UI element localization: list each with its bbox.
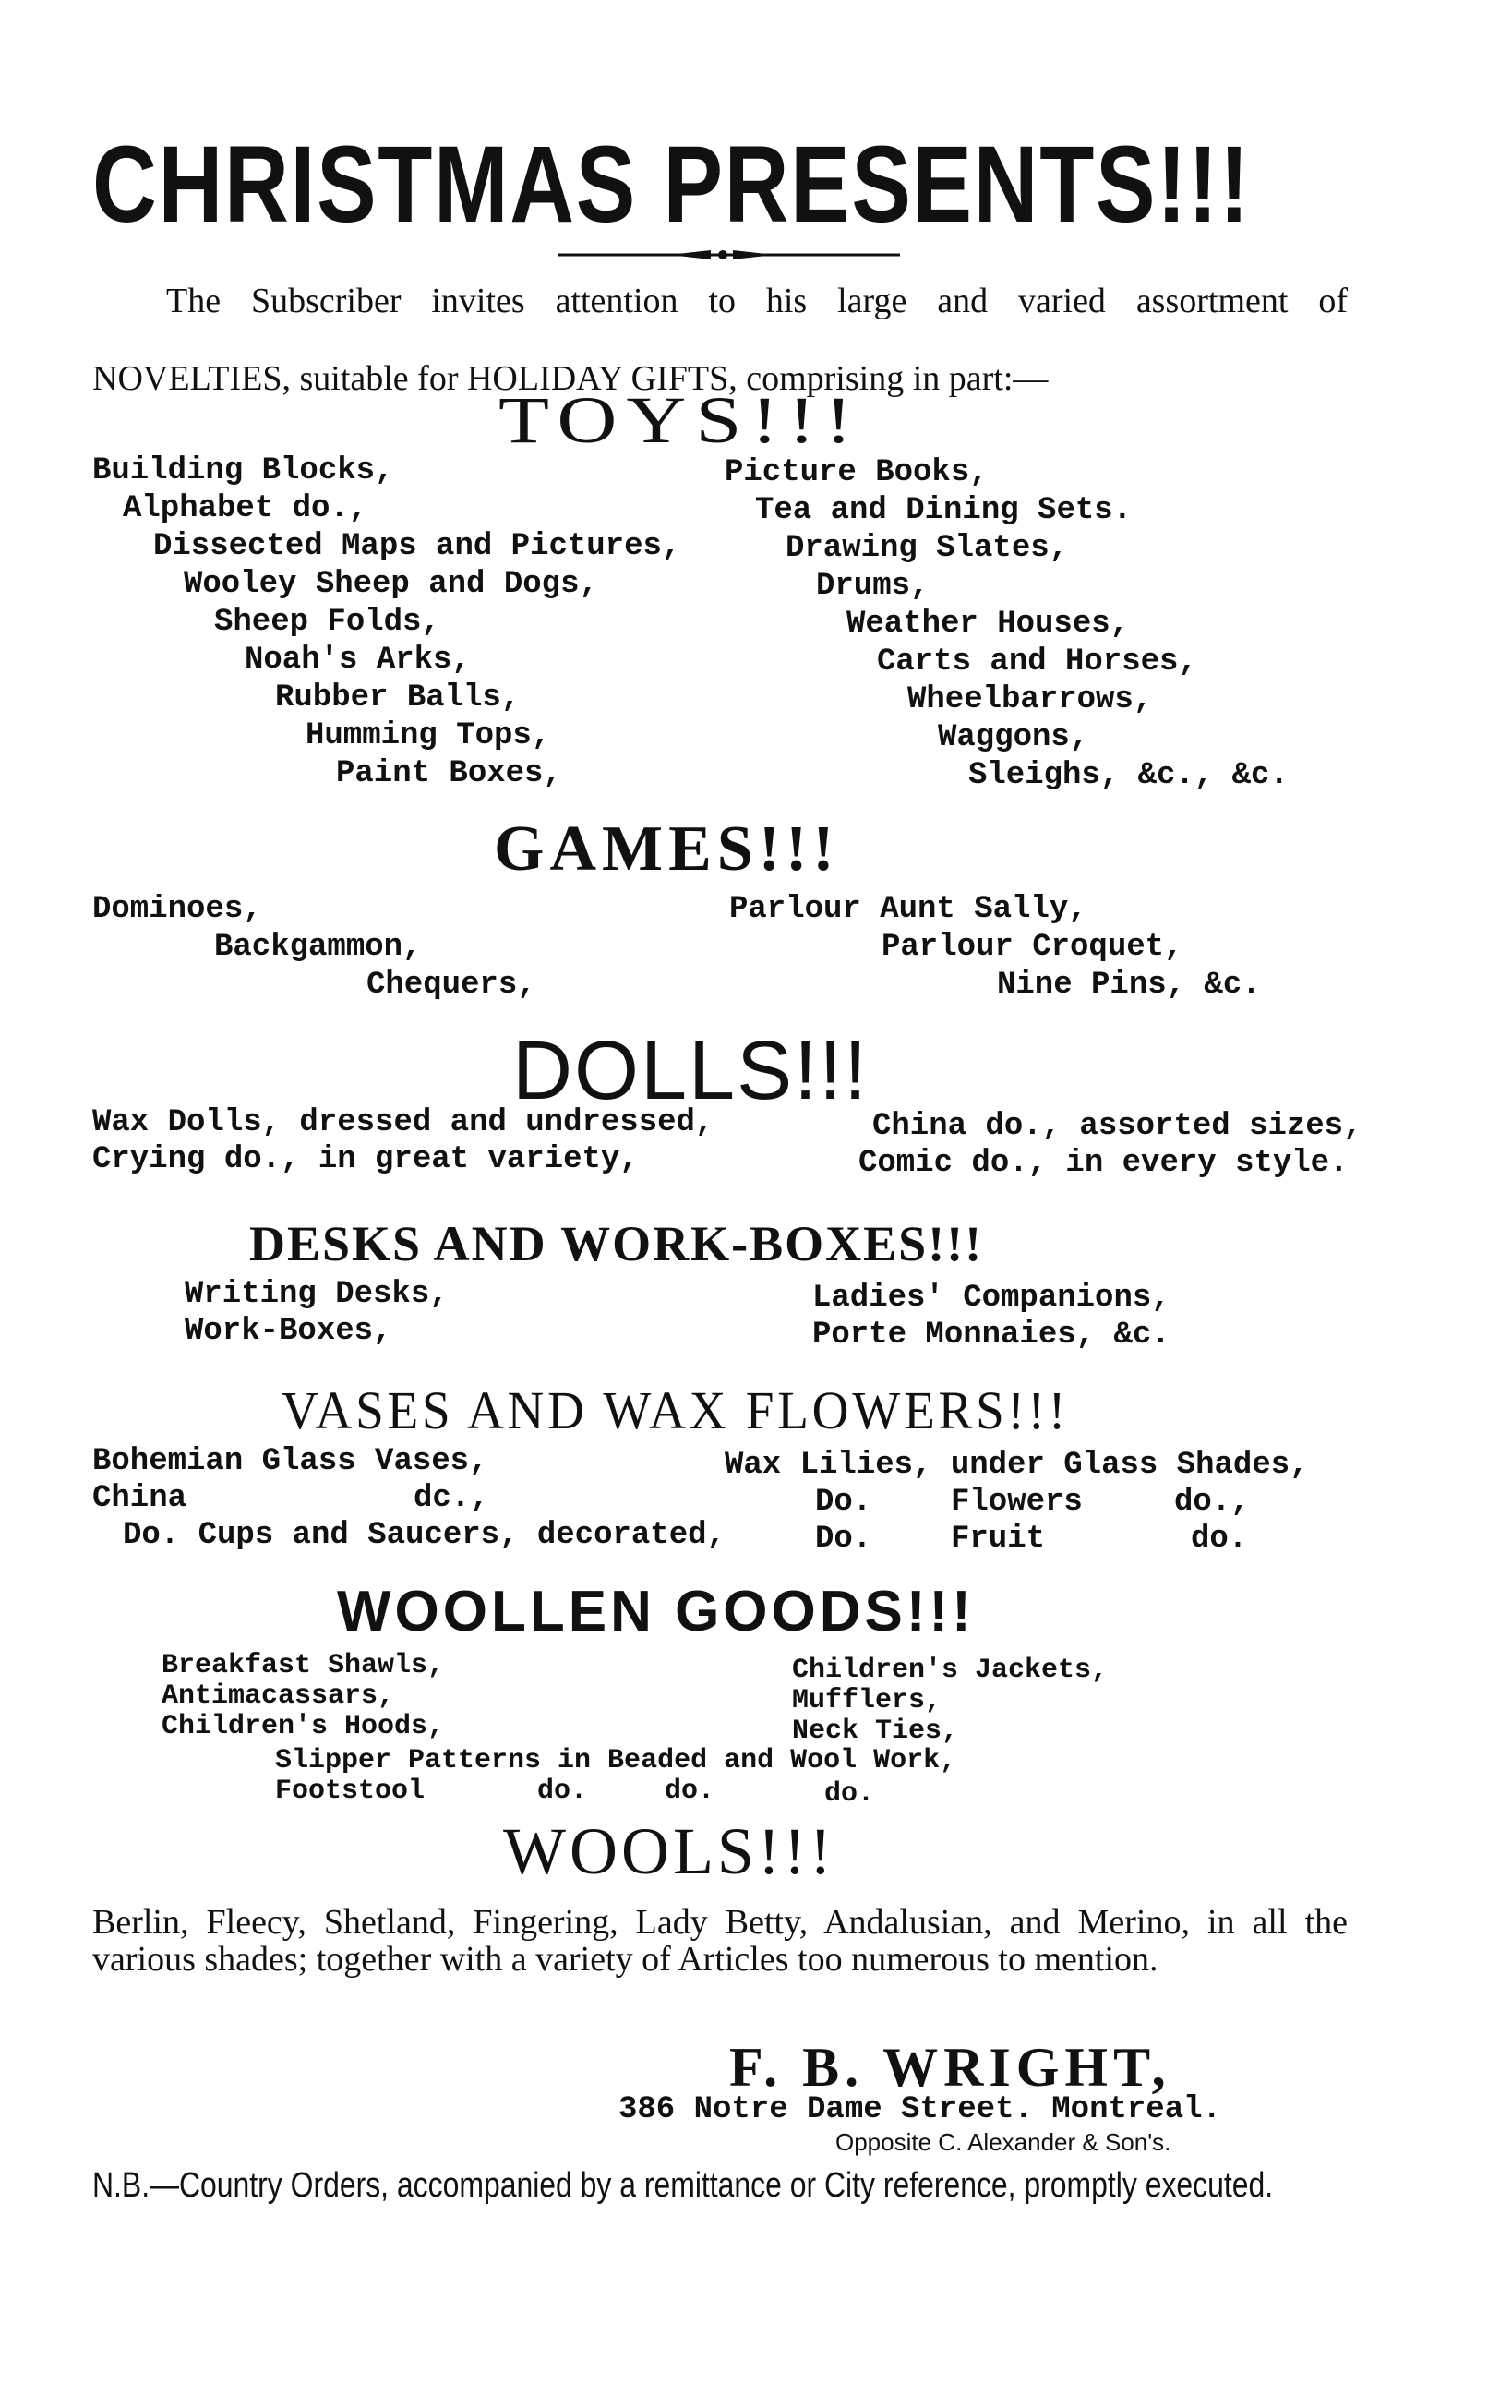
- toy-item: Tea and Dining Sets.: [755, 493, 1133, 528]
- toy-item: Drawing Slates,: [786, 531, 1069, 566]
- woollen-item: Slipper Patterns in Beaded and Wool Work,: [275, 1745, 957, 1776]
- game-item: Nine Pins, &c.: [997, 968, 1261, 1003]
- intro-line-2: NOVELTIES, suitable for HOLIDAY GIFTS, comprising in part:—: [92, 359, 1049, 398]
- vase-item: do.,: [1174, 1485, 1250, 1520]
- toy-item: Waggons,: [938, 720, 1089, 755]
- intro-paragraph: [92, 282, 1348, 398]
- game-item: Backgammon,: [214, 930, 422, 965]
- woollen-item: Neck Ties,: [792, 1716, 959, 1747]
- toy-item: Humming Tops,: [306, 718, 551, 753]
- woollen-item: do.: [824, 1778, 875, 1810]
- wools-heading: WOOLS!!!: [503, 1814, 835, 1888]
- toy-item: Drums,: [816, 569, 930, 604]
- vase-item: Wax Lilies, under Glass Shades,: [725, 1448, 1309, 1483]
- doll-item: Wax Dolls, dressed and undressed,: [92, 1105, 714, 1140]
- toys-heading: TOYS!!!: [498, 383, 862, 457]
- vase-item: Do.: [815, 1522, 872, 1557]
- woollen-item: Children's Jackets,: [792, 1655, 1109, 1686]
- nota-bene: N.B.—Country Orders, accompanied by a remittance or City reference, promptly executed.: [92, 2166, 1274, 2205]
- toy-item: Weather Houses,: [846, 607, 1130, 642]
- address-note: Opposite C. Alexander & Son's.: [835, 2128, 1171, 2156]
- toy-item: Carts and Horses,: [877, 644, 1197, 680]
- vase-item: Do. Cups and Saucers, decorated,: [123, 1518, 726, 1553]
- wools-paragraph: Berlin, Fleecy, Shetland, Fingering, Lady Betty, Andalusian, and Merino, in all the various shades; together with a variety of Articles too numerous to mention.: [92, 1903, 1348, 1979]
- games-heading: GAMES!!!: [494, 813, 840, 885]
- page-title: CHRISTMAS PRESENTS!!!: [92, 124, 1251, 246]
- woollen-item: Children's Hoods,: [162, 1711, 445, 1742]
- desks-heading: DESKS AND WORK-BOXES!!!: [249, 1216, 984, 1271]
- toy-item: Alphabet do.,: [123, 491, 368, 526]
- vase-item: Fruit: [951, 1522, 1046, 1557]
- vase-item: China: [92, 1481, 187, 1516]
- dolls-heading: DOLLS!!!: [512, 1025, 870, 1117]
- vase-item: Flowers: [951, 1485, 1083, 1520]
- woollen-item: do.: [537, 1776, 588, 1807]
- toy-item: Paint Boxes,: [336, 756, 562, 791]
- woollen-item: Footstool: [275, 1776, 426, 1807]
- game-item: Parlour Croquet,: [882, 930, 1183, 965]
- toy-item: Wooley Sheep and Dogs,: [184, 567, 598, 602]
- woollen-item: Antimacassars,: [162, 1680, 395, 1712]
- vase-item: Do.: [815, 1485, 872, 1520]
- doll-item: Comic do., in every style.: [858, 1146, 1349, 1181]
- vase-item: Bohemian Glass Vases,: [92, 1444, 488, 1479]
- desk-item: Work-Boxes,: [185, 1314, 392, 1349]
- toy-item: Wheelbarrows,: [907, 682, 1153, 717]
- merchant-name: F. B. WRIGHT,: [729, 2037, 1171, 2098]
- toy-item: Rubber Balls,: [275, 680, 521, 716]
- merchant-address: 386 Notre Dame Street. Montreal.: [618, 2092, 1221, 2127]
- woollen-goods-heading: WOOLLEN GOODS!!!: [337, 1580, 975, 1643]
- vase-item: dc.,: [414, 1481, 489, 1516]
- desk-item: Ladies' Companions,: [812, 1281, 1170, 1316]
- toy-item: Building Blocks,: [92, 453, 394, 488]
- vase-item: do.: [1191, 1522, 1248, 1557]
- woollen-item: Breakfast Shawls,: [162, 1650, 445, 1681]
- woollen-item: Mufflers,: [792, 1685, 942, 1716]
- toy-item: Noah's Arks,: [245, 643, 471, 678]
- doll-item: Crying do., in great variety,: [92, 1142, 639, 1177]
- woollen-item: do.: [665, 1776, 715, 1807]
- game-item: Dominoes,: [92, 892, 262, 927]
- doll-item: China do., assorted sizes,: [872, 1109, 1362, 1144]
- desk-item: Writing Desks,: [185, 1277, 449, 1312]
- toy-item: Sleighs, &c., &c.: [968, 758, 1289, 793]
- ornamental-divider: [558, 246, 900, 264]
- intro-line-1: The Subscriber invites attention to his large and varied assortment of: [166, 282, 1348, 320]
- vases-heading: VASES AND WAX FLOWERS!!!: [282, 1380, 1069, 1440]
- toy-item: Picture Books,: [725, 455, 989, 490]
- toy-item: Sheep Folds,: [214, 605, 440, 640]
- toy-item: Dissected Maps and Pictures,: [153, 529, 681, 564]
- game-item: Parlour Aunt Sally,: [729, 892, 1087, 927]
- desk-item: Porte Monnaies, &c.: [812, 1318, 1170, 1353]
- game-item: Chequers,: [366, 968, 536, 1003]
